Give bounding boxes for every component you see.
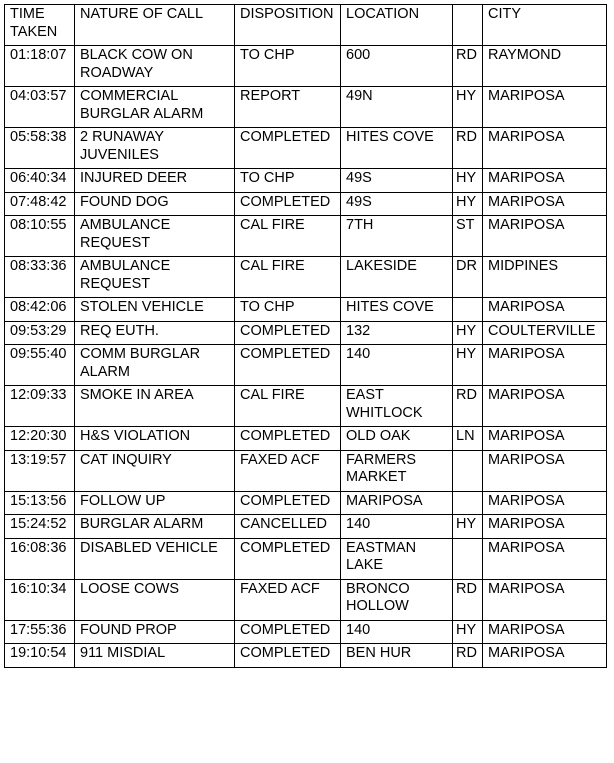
cell-city: MARIPOSA <box>483 538 607 579</box>
header-row <box>5 5 607 46</box>
table-row <box>5 491 607 515</box>
cell-street-suffix: RD <box>453 579 483 620</box>
header-city: CITY <box>483 5 607 46</box>
cell-location: MARIPOSA <box>341 491 453 515</box>
cell-disposition: CAL FIRE <box>235 257 341 298</box>
cell-nature-of-call: FOLLOW UP <box>75 491 235 515</box>
cell-location: HITES COVE <box>341 298 453 322</box>
cell-nature-of-call: INJURED DEER <box>75 169 235 193</box>
cell-city: MARIPOSA <box>483 620 607 644</box>
table-row <box>5 620 607 644</box>
cell-street-suffix: DR <box>453 257 483 298</box>
cell-city: MARIPOSA <box>483 128 607 169</box>
cell-nature-of-call: LOOSE COWS <box>75 579 235 620</box>
cell-time-taken: 09:53:29 <box>5 321 75 345</box>
cell-disposition: COMPLETED <box>235 128 341 169</box>
cell-time-taken: 13:19:57 <box>5 450 75 491</box>
cell-location: 49N <box>341 87 453 128</box>
cell-time-taken: 15:24:52 <box>5 515 75 539</box>
cell-nature-of-call: H&S VIOLATION <box>75 427 235 451</box>
cell-nature-of-call: AMBULANCE REQUEST <box>75 257 235 298</box>
cell-nature-of-call: FOUND DOG <box>75 192 235 216</box>
cell-disposition: TO CHP <box>235 298 341 322</box>
table-row <box>5 515 607 539</box>
cell-city: MARIPOSA <box>483 579 607 620</box>
cell-time-taken: 08:10:55 <box>5 216 75 257</box>
cell-nature-of-call: REQ EUTH. <box>75 321 235 345</box>
table-row <box>5 538 607 579</box>
table-row <box>5 386 607 427</box>
cell-nature-of-call: DISABLED VEHICLE <box>75 538 235 579</box>
cell-nature-of-call: BURGLAR ALARM <box>75 515 235 539</box>
cell-street-suffix: RD <box>453 644 483 668</box>
cell-time-taken: 04:03:57 <box>5 87 75 128</box>
table-row <box>5 644 607 668</box>
header-street-suffix <box>453 5 483 46</box>
cell-time-taken: 19:10:54 <box>5 644 75 668</box>
cell-city: MARIPOSA <box>483 192 607 216</box>
cell-time-taken: 09:55:40 <box>5 345 75 386</box>
table-row <box>5 169 607 193</box>
cell-city: MARIPOSA <box>483 345 607 386</box>
cell-disposition: TO CHP <box>235 46 341 87</box>
cell-nature-of-call: BLACK COW ON ROADWAY <box>75 46 235 87</box>
cell-disposition: COMPLETED <box>235 192 341 216</box>
cell-time-taken: 08:42:06 <box>5 298 75 322</box>
table-row <box>5 579 607 620</box>
cell-nature-of-call: FOUND PROP <box>75 620 235 644</box>
cell-location: EAST WHITLOCK <box>341 386 453 427</box>
cell-location: 600 <box>341 46 453 87</box>
cell-disposition: COMPLETED <box>235 620 341 644</box>
cell-disposition: COMPLETED <box>235 345 341 386</box>
cell-city: MARIPOSA <box>483 644 607 668</box>
cell-location: HITES COVE <box>341 128 453 169</box>
cell-location: 49S <box>341 192 453 216</box>
header-location: LOCATION <box>341 5 453 46</box>
cell-street-suffix: HY <box>453 620 483 644</box>
cell-city: MARIPOSA <box>483 169 607 193</box>
cell-disposition: COMPLETED <box>235 538 341 579</box>
cell-city: MARIPOSA <box>483 427 607 451</box>
cell-disposition: COMPLETED <box>235 644 341 668</box>
table-row <box>5 298 607 322</box>
cell-nature-of-call: 2 RUNAWAY JUVENILES <box>75 128 235 169</box>
cell-nature-of-call: COMM BURGLAR ALARM <box>75 345 235 386</box>
cell-location: 132 <box>341 321 453 345</box>
cell-city: MARIPOSA <box>483 298 607 322</box>
cell-street-suffix: LN <box>453 427 483 451</box>
cell-street-suffix: ST <box>453 216 483 257</box>
cell-nature-of-call: COMMERCIAL BURGLAR ALARM <box>75 87 235 128</box>
cell-street-suffix: RD <box>453 128 483 169</box>
header-nature-of-call: NATURE OF CALL <box>75 5 235 46</box>
table-header <box>5 5 607 46</box>
cell-location: OLD OAK <box>341 427 453 451</box>
cell-time-taken: 08:33:36 <box>5 257 75 298</box>
cell-street-suffix <box>453 491 483 515</box>
cell-street-suffix: HY <box>453 515 483 539</box>
cell-location: BEN HUR <box>341 644 453 668</box>
cell-time-taken: 17:55:36 <box>5 620 75 644</box>
cell-location: 140 <box>341 345 453 386</box>
cell-location: LAKESIDE <box>341 257 453 298</box>
cell-disposition: REPORT <box>235 87 341 128</box>
cell-disposition: CAL FIRE <box>235 216 341 257</box>
table-row <box>5 216 607 257</box>
cell-street-suffix: RD <box>453 46 483 87</box>
table-row <box>5 345 607 386</box>
cell-city: MARIPOSA <box>483 87 607 128</box>
cell-street-suffix: HY <box>453 169 483 193</box>
cell-time-taken: 16:10:34 <box>5 579 75 620</box>
table-row <box>5 321 607 345</box>
cell-nature-of-call: SMOKE IN AREA <box>75 386 235 427</box>
cell-street-suffix <box>453 450 483 491</box>
cell-city: MARIPOSA <box>483 450 607 491</box>
cell-street-suffix: HY <box>453 321 483 345</box>
cell-location: EASTMAN LAKE <box>341 538 453 579</box>
cell-location: FARMERS MARKET <box>341 450 453 491</box>
cell-street-suffix: HY <box>453 192 483 216</box>
cell-city: MIDPINES <box>483 257 607 298</box>
cell-location: 7TH <box>341 216 453 257</box>
cell-location: 140 <box>341 620 453 644</box>
cell-disposition: CAL FIRE <box>235 386 341 427</box>
table-row <box>5 46 607 87</box>
cell-nature-of-call: 911 MISDIAL <box>75 644 235 668</box>
cell-time-taken: 01:18:07 <box>5 46 75 87</box>
cell-time-taken: 07:48:42 <box>5 192 75 216</box>
cell-time-taken: 16:08:36 <box>5 538 75 579</box>
cell-city: MARIPOSA <box>483 515 607 539</box>
call-log-table <box>4 4 607 668</box>
cell-disposition: CANCELLED <box>235 515 341 539</box>
header-disposition: DISPOSITION <box>235 5 341 46</box>
cell-location: 49S <box>341 169 453 193</box>
cell-time-taken: 05:58:38 <box>5 128 75 169</box>
table-row <box>5 192 607 216</box>
cell-nature-of-call: AMBULANCE REQUEST <box>75 216 235 257</box>
cell-city: RAYMOND <box>483 46 607 87</box>
cell-city: COULTERVILLE <box>483 321 607 345</box>
cell-time-taken: 06:40:34 <box>5 169 75 193</box>
cell-location: BRONCO HOLLOW <box>341 579 453 620</box>
table-row <box>5 87 607 128</box>
cell-disposition: FAXED ACF <box>235 450 341 491</box>
cell-disposition: COMPLETED <box>235 321 341 345</box>
cell-time-taken: 15:13:56 <box>5 491 75 515</box>
cell-city: MARIPOSA <box>483 216 607 257</box>
table-body <box>5 46 607 668</box>
cell-nature-of-call: CAT INQUIRY <box>75 450 235 491</box>
header-time-taken: TIME TAKEN <box>5 5 75 46</box>
table-row <box>5 450 607 491</box>
cell-disposition: COMPLETED <box>235 491 341 515</box>
cell-location: 140 <box>341 515 453 539</box>
cell-disposition: FAXED ACF <box>235 579 341 620</box>
cell-street-suffix <box>453 298 483 322</box>
cell-street-suffix <box>453 538 483 579</box>
table-row <box>5 128 607 169</box>
table-row <box>5 427 607 451</box>
cell-street-suffix: RD <box>453 386 483 427</box>
cell-city: MARIPOSA <box>483 491 607 515</box>
cell-city: MARIPOSA <box>483 386 607 427</box>
cell-street-suffix: HY <box>453 87 483 128</box>
cell-time-taken: 12:20:30 <box>5 427 75 451</box>
cell-time-taken: 12:09:33 <box>5 386 75 427</box>
cell-street-suffix: HY <box>453 345 483 386</box>
cell-disposition: TO CHP <box>235 169 341 193</box>
table-row <box>5 257 607 298</box>
cell-nature-of-call: STOLEN VEHICLE <box>75 298 235 322</box>
cell-disposition: COMPLETED <box>235 427 341 451</box>
